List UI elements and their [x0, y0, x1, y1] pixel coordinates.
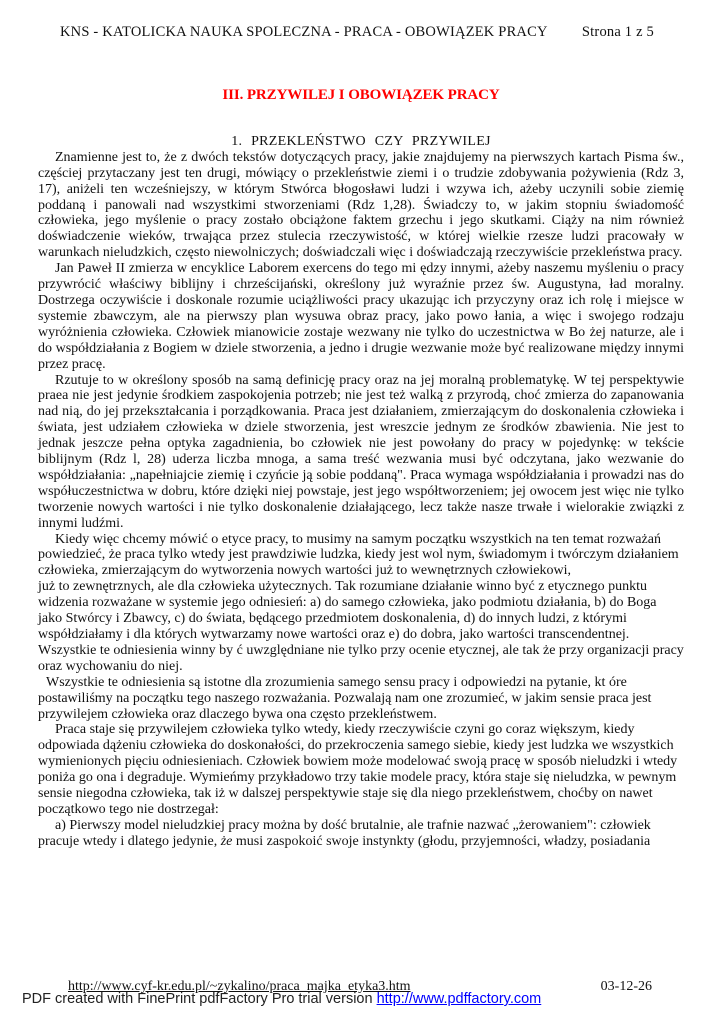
paragraph-1: Znamienne jest to, że z dwóch tekstów dotyczących pracy, jakie znajdujemy na pierwszych kartach Pisma św., częściej przytaczany jest ten drugi, mówiący o przekleństwie ziemi i o trudzie zdobywania pożywienia (Rdz 3, 17), aniżeli ten wcześniejszy, w którym Stwórca błogosławi ludzi i wzywa ich, ażeby uczynili sobie ziemię poddaną i panowali nad wszystkimi stworzeniami (Rdz 1,28). Świadczy to, w jakim stopniu świadomość człowieka, jego myślenie o pracy zostało obciążone faktem grzechu i jego skutkami. Ciąży na nim również doświadczenie wieków, trwająca przez stulecia rzeczywistość, w której wielkie rzesze ludzi pracowały w warunkach nieludzkich, często niewolniczych; doświadczali więc i doświadczają rzeczywiście przekleństwa pracy. — [38, 149, 684, 261]
paragraph-8-text: a) Pierwszy model nieludzkiej pracy można by dość brutalnie, ale trafnie nazwać „żerowaniem": człowiek pracuje wtedy i dlatego jedynie, — [38, 817, 651, 849]
pdf-creation-notice — [22, 991, 541, 1007]
page-indicator: Strona 1 z 5 — [581, 24, 654, 40]
paragraph-5: już to zewnętrznych, ale dla człowieka użytecznych. Tak rozumiane działanie winno być z etycznego punktu widzenia rozważane w systemie jego odniesień: a) do samego człowieka, jako podmiotu działania, b) do Boga jako Stwórcy i Zbawcy, c) do świata, będącego przedmiotem doskonalenia, d) do innych ludzi, z którymi współdziałamy i dla których wytwarzamy nowe wartości oraz e) do dobra, jako wartości transcendentnej. Wszystkie te odniesienia winny by ć uwzględniane nie tylko przy ocenie etycznej, ale tak że przy organizacji pracy oraz wychowaniu do niej. — [38, 579, 684, 674]
header-title: KNS - KATOLICKA NAUKA SPOLECZNA - PRACA - OBOWIĄZEK PRACY — [60, 24, 548, 40]
paragraph-2: Jan Paweł II zmierza w encyklice Laborem exercens do tego mi ędzy innymi, ażeby naszemu myśleniu o pracy przywrócić właściwy biblijny i chrześcijański, określony już wyraźnie przez św. Augustyna, ład moralny. Dostrzega oczywiście i doskonale rozumie uciążliwości pracy ukazując ich przyczyny oraz ich rolę i miejsce w systemie zbawczym, ale na pierwszy plan wysuwa obraz pracy, jako powo łania, a więc i swojego rodzaju wyróżnienia człowieka. Człowiek mianowicie zostaje wezwany nie tylko do uczestnictwa w Bo żej naturze, ale i do współdziałania z Bogiem w dziele stworzenia, a jedno i drugie wezwanie może być realizowane między innymi przez pracę. — [38, 261, 684, 372]
footer-date: 03-12-26 — [600, 979, 652, 994]
paragraph-6: Wszystkie te odniesienia są istotne dla zrozumienia samego sensu pracy i odpowiedzi na pytanie, kt óre postawiliśmy na początku tego naszego rozważania. Pozwalają nam one zrozumieć, w jakim sensie praca jest przywilejem człowieka oraz dlaczego bywa ona często przekleństwem. — [38, 674, 652, 722]
paragraph-8 — [38, 818, 684, 850]
document-body — [38, 80, 684, 850]
subsection-title: 1. PRZEKLEŃSTWO CZY PRZYWILEJ — [231, 133, 491, 149]
paragraph-3: Rzutuje to w określony sposób na samą definicję pracy oraz na jej moralną problematykę. W tej perspektywie praea nie jest jedynie środkiem zaspokojenia potrzeb; nie jest też walką z przyrodą, choć zmierza do zapanowania nad nią, do jej przekształcania i porządkowania. Praca jest działaniem, zmierzającym do doskonalenia człowieka i świata, jest udziałem człowieka w dziele stworzenia, jest wreszcie jednym ze środków zbawienia. Nie jest to jednak jeszcze pełna optyka zagadnienia, bo człowiek nie jest powołany do pracy w pojedynkę: w tekście biblijnym (Rdz l, 28) uderza liczba mnoga, a sama treść wezwania musi być odczytana, jako wezwanie do współdziałania: „napełniajcie ziemię i czyńcie ją sobie poddaną". Praca wymaga współdziałania i prowadzi nas do współuczestnictwa w dobru, które dzięki niej powstaje, jest jego współtworzeniem; jej owocem jest więc nie tylko tworzenie nowych wartości i nie tylko doskonalenie działającego, lecz także nasze trwałe i wielorakie związki z innymi ludźmi. — [38, 372, 684, 531]
paragraph-8-italic-word: że — [220, 833, 233, 849]
pdf-notice-text: PDF created with FinePrint pdfFactory Pro trial version — [22, 991, 377, 1007]
paragraph-4: Kiedy więc chcemy mówić o etyce pracy, to musimy na samym początku wszystkich na ten temat rozważań powiedzieć, że praca tylko wtedy jest prawdziwie ludzka, kiedy jest wol nym, świadomym i twórczym działaniem człowieka, zmierzającym do wytworzenia nowych wartości już to wewnętrznych człowiekowi, — [38, 531, 679, 579]
paragraph-8-text-end: musi zaspokoić swoje instynkty (głodu, przyjemności, władzy, posiadania — [232, 833, 651, 849]
source-url: http://www.cyf-kr.edu.pl/~zykalino/praca_majka_etyka3.htm — [68, 979, 411, 994]
section-title: III. PRZYWILEJ I OBOWIĄZEK PRACY — [222, 87, 500, 103]
pdffactory-link[interactable]: http://www.pdffactory.com — [376, 991, 542, 1007]
running-header — [60, 24, 654, 41]
paragraph-7: Praca staje się przywilejem człowieka tylko wtedy, kiedy rzeczywiście czyni go coraz większym, kiedy odpowiada dążeniu człowieka do doskonałości, do przekroczenia samego siebie, kiedy jest ludzka we wszystkich wymienionych pięciu odniesieniach. Człowiek bowiem może modelować swoją pracę w sposób nieludzki i wtedy poniża go ona i degraduje. Wymieńmy przykładowo trzy takie modele pracy, która staje się nieludzka, w pewnym sensie niegodna człowieka, tak iż w dalszej perspektywie staje się dla niego przekleństwem, choćby on nawet początkowo tego nie dostrzegał: — [38, 722, 678, 817]
